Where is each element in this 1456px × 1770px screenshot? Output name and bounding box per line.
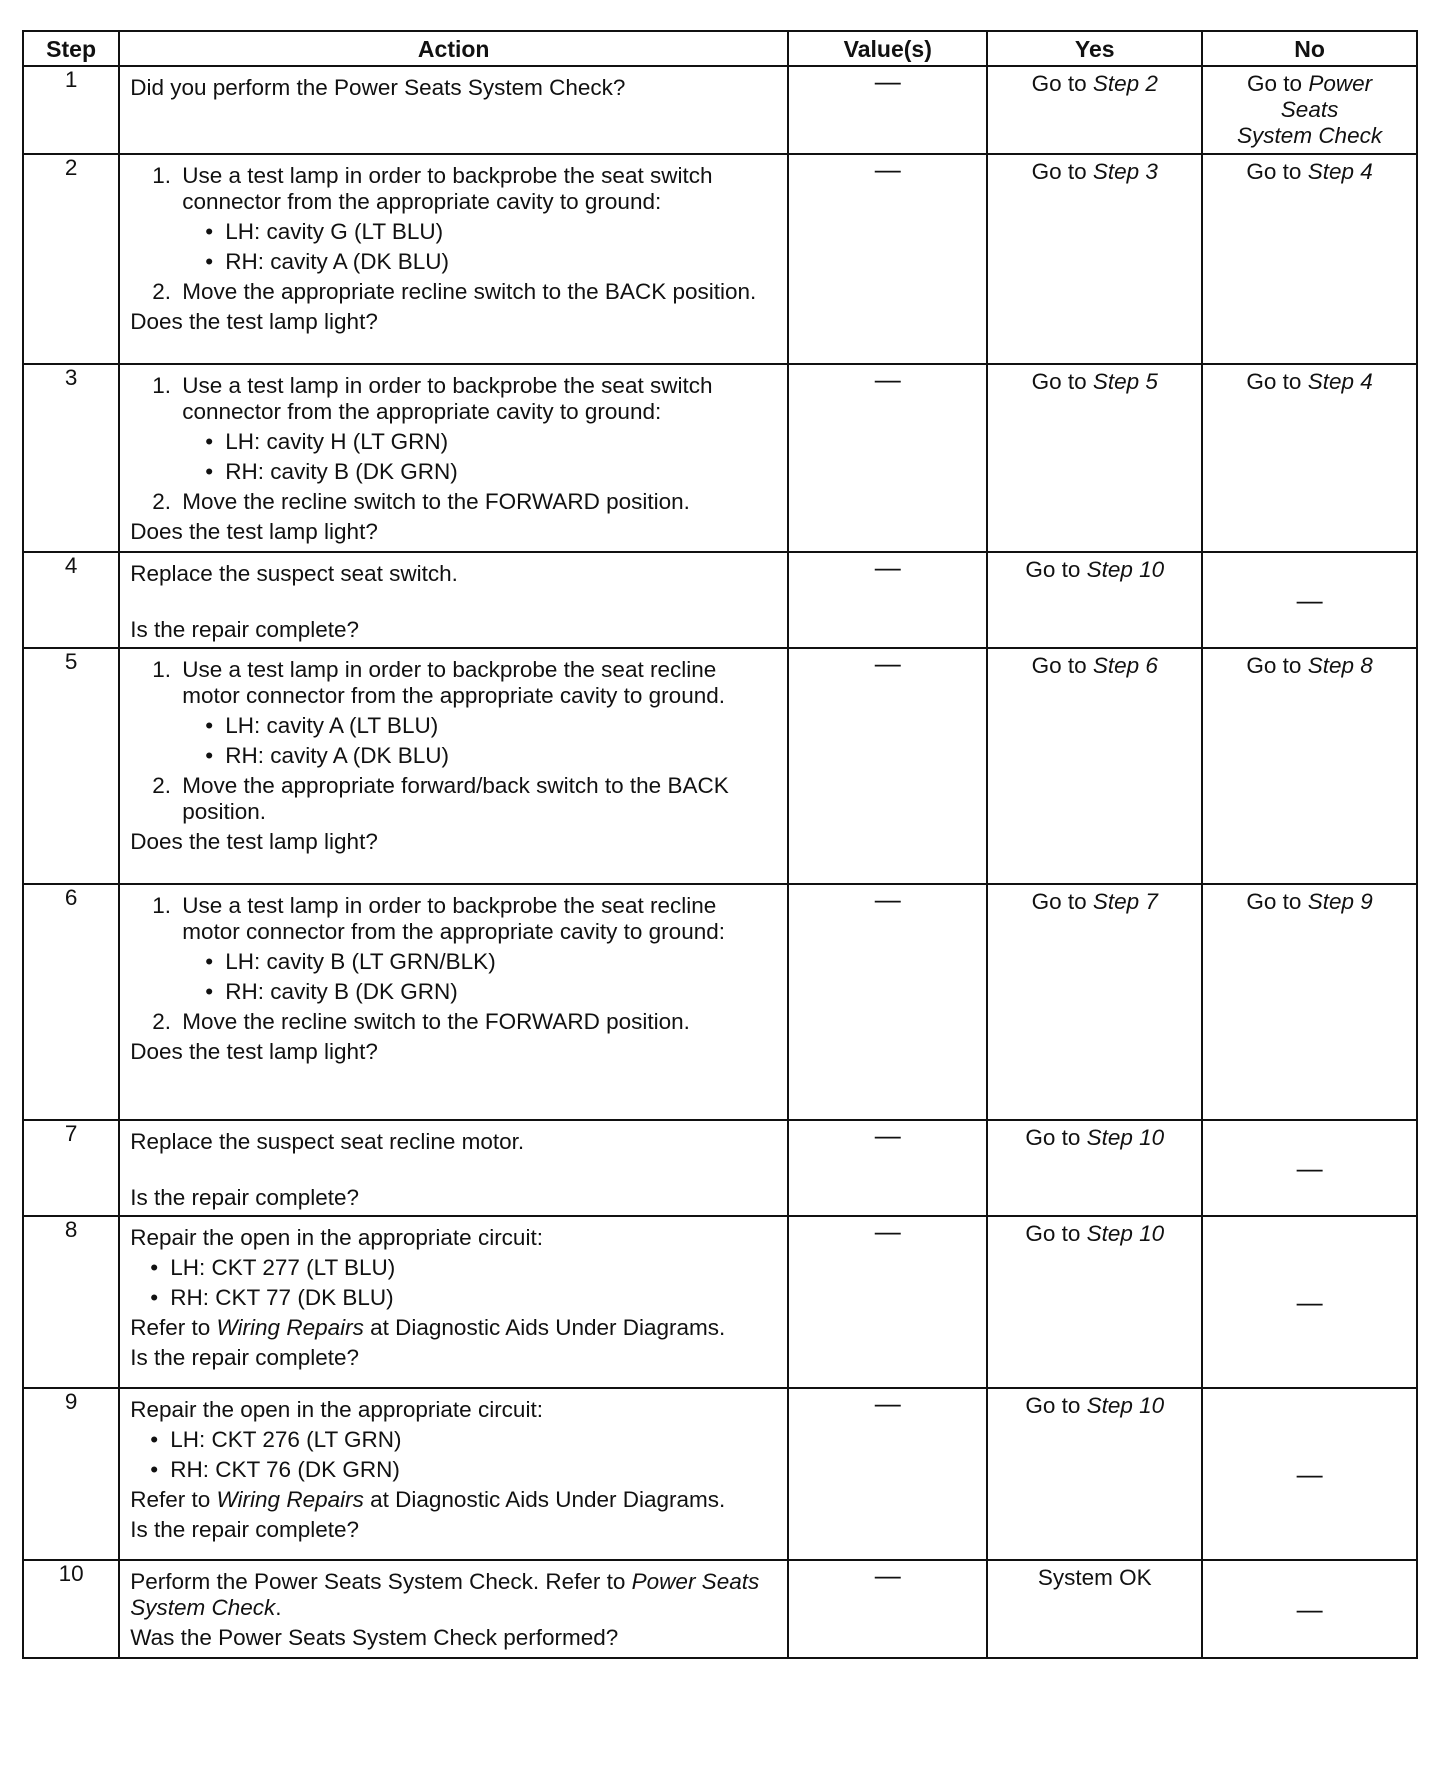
value-cell: —: [788, 364, 987, 552]
action-cell: 1. Use a test lamp in order to backprobe the seat switch connector from the appropriate cavity to ground: • LH: cavity H (LT GRN) • RH: cavity B (DK GRN) 2. Move the recline switch to the FORWARD position. Does the test lamp light?: [119, 364, 788, 552]
step-number: 4: [23, 552, 119, 648]
question-text: Is the repair complete?: [130, 1517, 360, 1542]
action-text: Replace the suspect seat recline motor.: [130, 1129, 525, 1154]
question-text: Does the test lamp light?: [130, 829, 378, 854]
step-ref: Step 5: [1092, 369, 1158, 394]
action-cell: 1. Use a test lamp in order to backprobe the seat recline motor connector from the appropriate cavity to ground. • LH: cavity A (LT BLU) • RH: cavity A (DK BLU) 2. Move the appropriate forward/back switch to the BACK position. Does the test lamp light?: [119, 648, 788, 884]
step-ref: Step 10: [1086, 1125, 1165, 1150]
bullet-item: • RH: cavity A (DK BLU): [130, 743, 777, 769]
yes-cell: System OK: [987, 1560, 1202, 1658]
question-text: Is the repair complete?: [130, 617, 360, 642]
bullet-item: • RH: cavity B (DK GRN): [130, 459, 777, 485]
no-cell: Go to Step 9: [1202, 884, 1417, 1120]
question-text: Does the test lamp light?: [130, 519, 378, 544]
wiring-repairs-link: Wiring Repairs: [216, 1315, 364, 1340]
no-cell: —: [1202, 1216, 1417, 1388]
action-cell: [119, 1388, 788, 1560]
bullet-item: • LH: cavity A (LT BLU): [130, 713, 777, 739]
reference-text: Refer to Wiring Repairs at Diagnostic Aids Under Diagrams.: [130, 1487, 726, 1512]
bullet-item: • RH: cavity B (DK GRN): [130, 979, 777, 1005]
action-cell: [119, 1216, 788, 1388]
table-row: [23, 154, 1417, 364]
bullet-item: • LH: cavity B (LT GRN/BLK): [130, 949, 777, 975]
step-number: 9: [23, 1388, 119, 1560]
yes-cell: Go to Step 10: [987, 1216, 1202, 1388]
action-cell: [119, 66, 788, 154]
question-text: Is the repair complete?: [130, 1185, 360, 1210]
value-cell: —: [788, 1560, 987, 1658]
value-cell: —: [788, 1216, 987, 1388]
question-text: Was the Power Seats System Check performed?: [130, 1625, 619, 1650]
header-yes: Yes: [987, 31, 1202, 66]
reference-text: Refer to Wiring Repairs at Diagnostic Aids Under Diagrams.: [130, 1315, 726, 1340]
no-cell: Go to Step 4: [1202, 364, 1417, 552]
yes-cell: Go to Step 7: [987, 884, 1202, 1120]
step-ref: Step 10: [1086, 1221, 1165, 1246]
step-ref: Step 7: [1092, 889, 1158, 914]
header-action: Action: [119, 31, 788, 66]
bullet-item: • RH: CKT 76 (DK GRN): [130, 1457, 777, 1483]
step-ref: Power: [1308, 71, 1373, 96]
bullet-item: • RH: CKT 77 (DK BLU): [130, 1285, 777, 1311]
table-row: [23, 552, 1417, 648]
yes-cell: Go to Step 10: [987, 1120, 1202, 1216]
header-row: [23, 31, 1417, 66]
value-cell: —: [788, 648, 987, 884]
step-number: 6: [23, 884, 119, 1120]
action-cell: 1. Use a test lamp in order to backprobe the seat recline motor connector from the appropriate cavity to ground: • LH: cavity B (LT GRN/BLK) • RH: cavity B (DK GRN) 2. Move the recline switch to the FORWARD position. Does the test lamp light?: [119, 884, 788, 1120]
value-cell: —: [788, 1120, 987, 1216]
step-ref: Step 2: [1092, 71, 1158, 96]
step-number: 5: [23, 648, 119, 884]
step-ref: Step 8: [1307, 653, 1373, 678]
table-row: [23, 1560, 1417, 1658]
step-ref: Step 9: [1307, 889, 1373, 914]
step-number: 8: [23, 1216, 119, 1388]
bullet-item: • RH: cavity A (DK BLU): [130, 249, 777, 275]
value-cell: —: [788, 884, 987, 1120]
yes-cell: Go to Step 3: [987, 154, 1202, 364]
wiring-repairs-link: Wiring Repairs: [216, 1487, 364, 1512]
bullet-item: • LH: CKT 277 (LT BLU): [130, 1255, 777, 1281]
value-cell: —: [788, 154, 987, 364]
step-number: 1: [23, 66, 119, 154]
question-text: Is the repair complete?: [130, 1345, 360, 1370]
no-cell: Go to Step 4: [1202, 154, 1417, 364]
action-cell: Perform the Power Seats System Check. Refer to Power Seats System Check. Was the Power Seats System Check performed?: [119, 1560, 788, 1658]
no-cell: Go to Power Seats System Check: [1202, 66, 1417, 154]
bullet-item: • LH: cavity H (LT GRN): [130, 429, 777, 455]
yes-cell: Go to Step 10: [987, 1388, 1202, 1560]
header-no: No: [1202, 31, 1417, 66]
diagnostic-table-container: [22, 30, 1418, 1659]
table-row: [23, 66, 1417, 154]
header-values: Value(s): [788, 31, 987, 66]
step-ref: Step 4: [1307, 159, 1373, 184]
action-cell: 1. Use a test lamp in order to backprobe the seat switch connector from the appropriate cavity to ground: • LH: cavity G (LT BLU) • RH: cavity A (DK BLU) 2. Move the appropriate recline switch to the BACK position. Does the test lamp light?: [119, 154, 788, 364]
no-cell: Go to Step 8: [1202, 648, 1417, 884]
step-ref: Step 10: [1086, 1393, 1165, 1418]
table-row: [23, 1216, 1417, 1388]
step-ref: Step 10: [1086, 557, 1165, 582]
table-row: [23, 1388, 1417, 1560]
no-cell: —: [1202, 552, 1417, 648]
action-cell: [119, 552, 788, 648]
value-cell: —: [788, 66, 987, 154]
diagnostic-table: [22, 30, 1418, 1659]
step-ref: Step 4: [1307, 369, 1373, 394]
yes-cell: Go to Step 10: [987, 552, 1202, 648]
table-row: [23, 1120, 1417, 1216]
no-cell: —: [1202, 1560, 1417, 1658]
question-text: Does the test lamp light?: [130, 309, 378, 334]
step-number: 7: [23, 1120, 119, 1216]
bullet-item: • LH: CKT 276 (LT GRN): [130, 1427, 777, 1453]
no-cell: —: [1202, 1388, 1417, 1560]
step-number: 3: [23, 364, 119, 552]
table-row: [23, 884, 1417, 1120]
action-cell: [119, 1120, 788, 1216]
yes-cell: Go to Step 6: [987, 648, 1202, 884]
action-text: Repair the open in the appropriate circuit:: [130, 1397, 543, 1422]
question-text: Does the test lamp light?: [130, 1039, 378, 1064]
no-cell: —: [1202, 1120, 1417, 1216]
table-row: [23, 648, 1417, 884]
yes-cell: Go to Step 2: [987, 66, 1202, 154]
step-ref: Step 3: [1092, 159, 1158, 184]
step-number: 2: [23, 154, 119, 364]
header-step: Step: [23, 31, 119, 66]
power-seats-check-link: Power Seats System Check: [130, 1569, 760, 1620]
value-cell: —: [788, 1388, 987, 1560]
value-cell: —: [788, 552, 987, 648]
action-text: Did you perform the Power Seats System Check?: [130, 75, 626, 100]
action-text: Repair the open in the appropriate circuit:: [130, 1225, 543, 1250]
bullet-item: • LH: cavity G (LT BLU): [130, 219, 777, 245]
step-ref: Step 6: [1092, 653, 1158, 678]
step-number: 10: [23, 1560, 119, 1658]
table-row: [23, 364, 1417, 552]
yes-cell: Go to Step 5: [987, 364, 1202, 552]
action-text: Replace the suspect seat switch.: [130, 561, 458, 586]
